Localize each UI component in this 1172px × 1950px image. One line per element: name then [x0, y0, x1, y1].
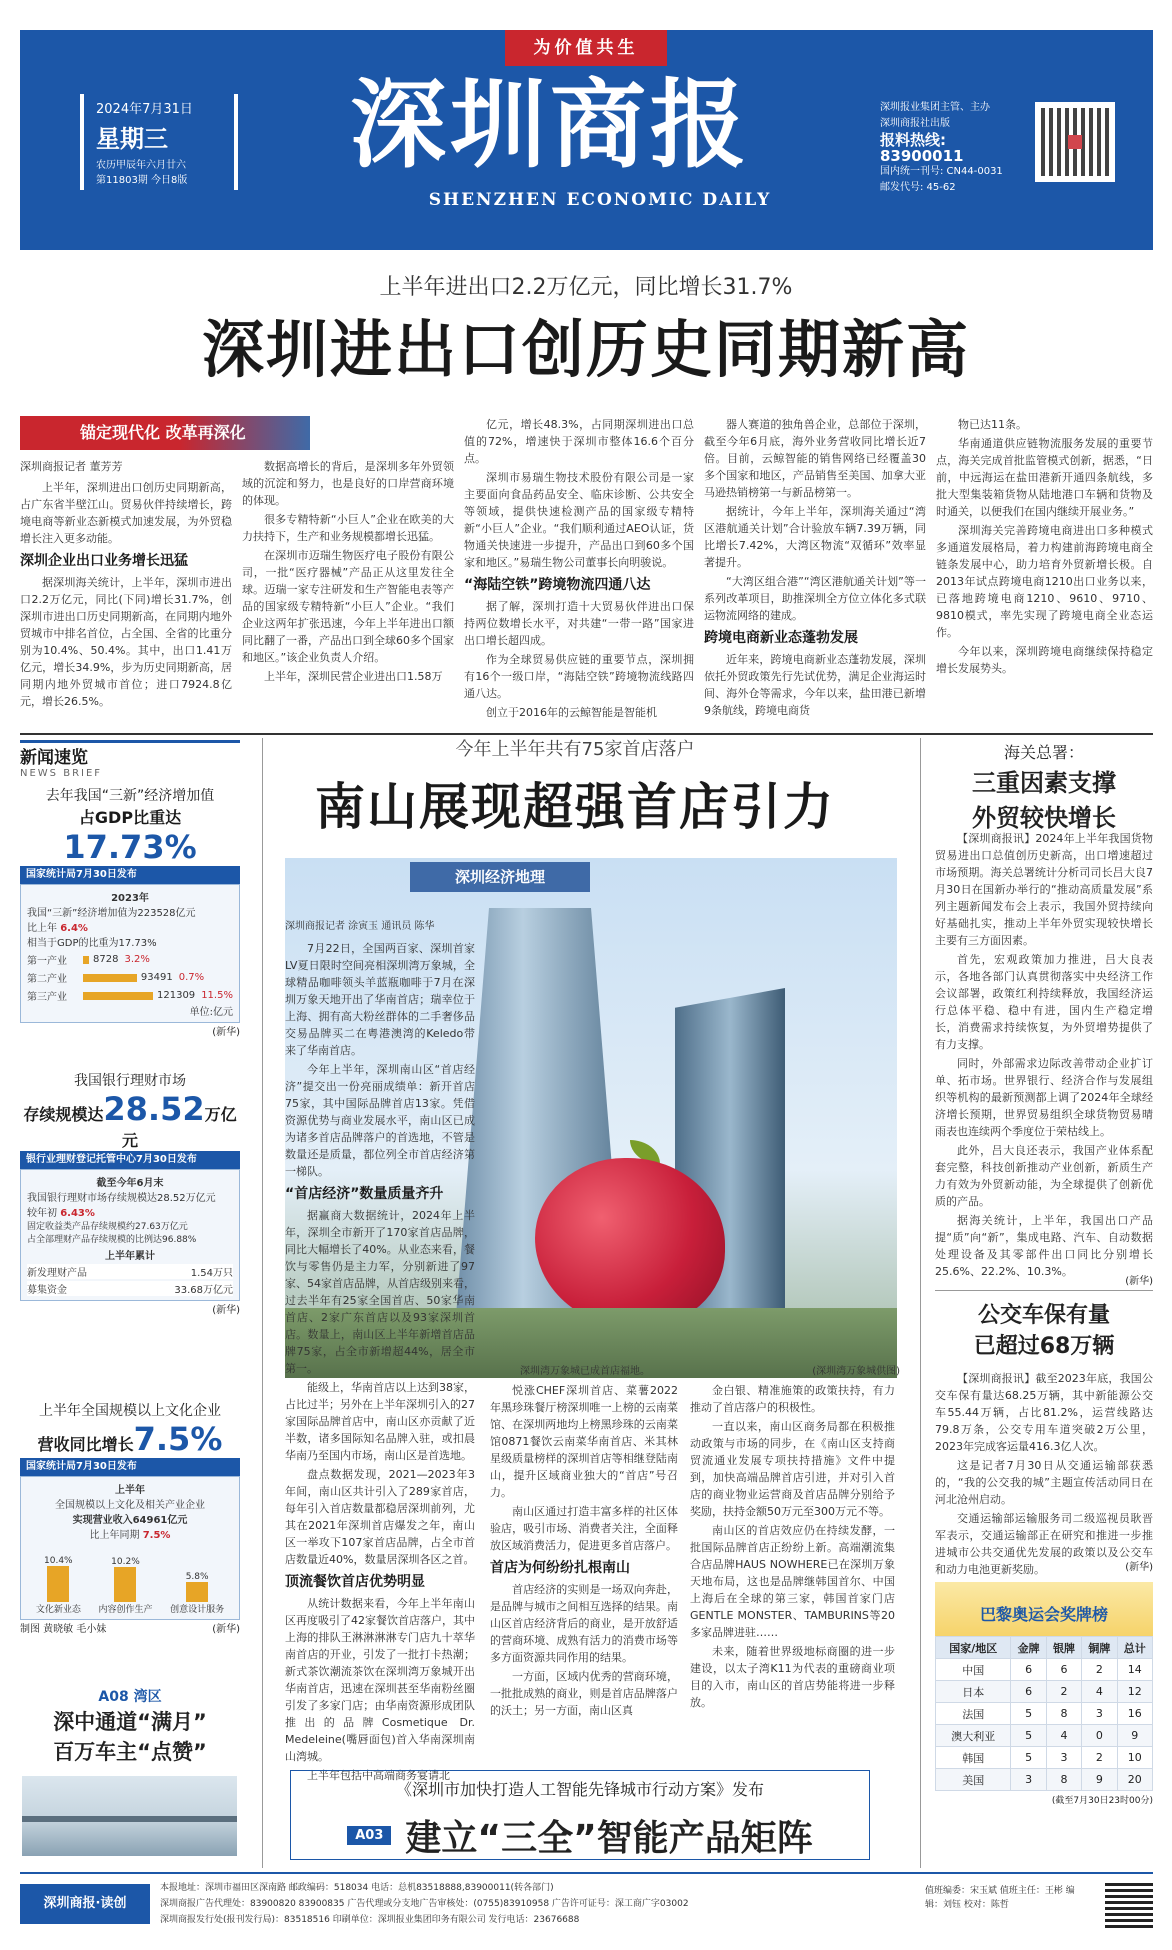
- footer-qr-code-icon[interactable]: [1105, 1880, 1153, 1928]
- lead-paragraph: 据深圳海关统计，上半年，深圳市进出口2.2万亿元，同比(下同)增长31.7%，创深圳市进出口历史同期新高，在同期内地外贸城市中排名首位，占全国、全省的比重分别为10.4%、50.4%。其中，出口1.41万亿元，增长34.9%，步为历史同期新高，居同期内地外贸城市首位；进口7924.8亿元，增长26.5%。: [20, 576, 232, 708]
- lead-column-3: [464, 416, 694, 733]
- medal-cell: 9: [1082, 1769, 1117, 1791]
- medal-cell: 10: [1117, 1747, 1152, 1769]
- medal-cell: 4: [1046, 1725, 1081, 1747]
- customs-source: (新华): [1125, 1276, 1153, 1287]
- medal-cell: 6: [1046, 1659, 1081, 1681]
- a03-headline: 建立“三全”智能产品矩阵: [405, 1818, 813, 1859]
- medal-row: [936, 1681, 1153, 1703]
- medal-header-cell: 国家/地区: [936, 1637, 1011, 1659]
- medal-cell: 9: [1117, 1725, 1152, 1747]
- lead-paragraph: 物已达11条。: [958, 418, 1027, 431]
- brief-source-bar: 国家统计局7月30日发布: [20, 1458, 240, 1476]
- a03-page-tag: A03: [347, 1826, 391, 1845]
- brief-stat: 存续规模达28.52万亿元: [23, 1090, 237, 1150]
- publisher-line2: 深圳商报社出版: [880, 118, 950, 129]
- medal-cell: 6: [1011, 1681, 1046, 1703]
- newspaper-logo: 深圳商报: [350, 68, 750, 181]
- medal-table-title: 巴黎奥运会奖牌榜: [935, 1582, 1153, 1636]
- brief-stat: 营收同比增长7.5%: [37, 1420, 223, 1458]
- a08-headline-2: 百万车主“点赞”: [53, 1740, 207, 1764]
- lead-paragraph: 数据高增长的背后，是深圳多年外贸领域的沉淀和努力，也是良好的口岸营商环境的体现。: [242, 460, 454, 507]
- divider: [935, 1290, 1153, 1291]
- newspaper-logo-en: SHENZHEN ECONOMIC DAILY: [428, 190, 772, 210]
- lead-section-heading: “海陆空铁”跨境物流四通八达: [464, 577, 651, 593]
- medal-cell: 3: [1046, 1747, 1081, 1769]
- brief-column: 10.2% 内容创作生产: [98, 1556, 153, 1615]
- medal-header-cell: 铜牌: [1082, 1637, 1117, 1659]
- brief-bar-row: 第三产业 121309 11.5%: [27, 990, 233, 1003]
- footer-line: 深圳商报发行处(报刊发行局)：83518516 印刷单位：深圳报业集团印务有限公司 发行电话：23676688: [160, 1915, 580, 1925]
- brief-year: 2023年: [111, 893, 149, 904]
- bus-headline-2: 已超过68万辆: [973, 1334, 1115, 1359]
- cn-number: 国内统一刊号: CN44-0031: [880, 166, 1003, 177]
- medal-cell: 14: [1117, 1659, 1152, 1681]
- weekday: 星期三: [96, 125, 168, 153]
- brief-infographic: 截至今年6月末 我国银行理财市场存续规模达28.52万亿元 较年初 6.43% 固定收益类产品存续规模约27.63万亿元 占全部理财产品存续规模的比例达96.88% 上半年累计 新发理财产品 1.54万只 募集资金 33.68万亿元: [20, 1169, 240, 1301]
- lead-subhead: 上半年进出口2.2万亿元，同比增长31.7%: [379, 275, 793, 300]
- medal-cell: 中国: [936, 1659, 1011, 1681]
- brief-bar-rows: [27, 952, 233, 1003]
- lead-column-2: [242, 458, 454, 733]
- medal-cell: 12: [1117, 1681, 1152, 1703]
- a03-kicker: 《深圳市加快打造人工智能先锋城市行动方案》发布: [395, 1780, 764, 1799]
- lead-paragraph: “大湾区组合港”“湾区港航通关计划”等一系列改革项目，助推深圳全方位立体化多式联运物流网络的建成。: [704, 575, 926, 622]
- postcode: 邮发代号: 45-62: [880, 182, 956, 193]
- brief-title: 上半年全国规模以上文化企业: [39, 1403, 221, 1419]
- lead-paragraph: 上半年，深圳进出口创历史同期新高，占广东省半壁江山。贸易伙伴持续增长，跨境电商等新业态新模式加速发展，为外贸稳增长注入更多动能。: [20, 481, 232, 545]
- medal-table-box: [935, 1582, 1153, 1806]
- medal-row: [936, 1659, 1153, 1681]
- lead-paragraph: 在深圳市迈瑞生物医疗电子股份有限公司，一批“医疗器械”产品正从这里发往全球。迈瑞一家专注研发和生产智能电表等产品的国家级专精特新“小巨人”企业。“我们企业这两年扩张迅速，今年上半年进出口额同比翻了一番，产品出口到全球60多个国家和地区。”该企业负责人介绍。: [242, 549, 454, 664]
- customs-story-head: [935, 740, 1153, 833]
- lead-paragraph: 器人赛道的独角兽企业，总部位于深圳，截至今年6月底，海外业务营收同比增长近7倍。目前，云鲸智能的销售网络已经覆盖30多个国家和地区，产品销售至美国、加拿大亚马逊热销榜第一与新品榜第一。: [704, 418, 926, 499]
- medal-cell: 韩国: [936, 1747, 1011, 1769]
- medal-header-cell: 银牌: [1046, 1637, 1081, 1659]
- medal-cell: 0: [1082, 1725, 1117, 1747]
- medal-cell: 2: [1082, 1747, 1117, 1769]
- lunar-date: 农历甲辰年六月廿六: [96, 160, 186, 171]
- brief-credit: 制图 黄晓敏 毛小妹: [20, 1624, 107, 1635]
- qr-code-icon[interactable]: [1035, 102, 1115, 182]
- brief-item-culture: 上半年全国规模以上文化企业 营收同比增长7.5% 国家统计局7月30日发布 上半年 全国规模以上文化及相关产业企业 实现营业收入64961亿元 比上年同期 7.5% 10.4% 文化新业态 10.2% 内容创作生产 5.8% 创意设计服务 制图 黄晓敏 毛小妹 (新华): [20, 1400, 240, 1635]
- lead-column-4: [704, 416, 926, 733]
- medal-header-cell: 金牌: [1011, 1637, 1046, 1659]
- brief-line: 相当于GDP的比重为17.73%: [27, 938, 157, 949]
- medal-cell: 3: [1082, 1703, 1117, 1725]
- medal-row: [936, 1703, 1153, 1725]
- brief-item-sanxin: [20, 785, 240, 1038]
- brief-column-bar: [47, 1566, 69, 1602]
- medal-cell: 2: [1046, 1681, 1081, 1703]
- news-brief-title-en: NEWS BRIEF: [20, 768, 103, 779]
- hotline: 报料热线: 83900011: [880, 131, 964, 165]
- lead-paragraph: 很多专精特新“小巨人”企业在欧美的大力扶持下，生产和业务规模都增长迅猛。: [242, 513, 454, 543]
- lead-section-heading: 跨境电商新业态蓬勃发展: [704, 630, 858, 646]
- feature-section-heading: 顶流餐饮首店优势明显: [285, 1574, 425, 1590]
- brief-unit: 单位:亿元: [189, 1007, 233, 1018]
- brief-column-bar: [114, 1567, 136, 1602]
- a08-headline-1: 深中通道“满月”: [53, 1710, 207, 1734]
- brief-line: 我国“三新”经济增加值为223528亿元: [27, 908, 196, 919]
- brief-bar: [83, 992, 153, 1000]
- lead-paragraph: 上半年，深圳民营企业进出口1.58万: [264, 670, 443, 683]
- brief-column: 10.4% 文化新业态: [35, 1556, 81, 1615]
- feature-column-2: 悦涨CHEF深圳首店、菜薯2022年黑珍珠餐厅榜深圳唯一上榜的云南菜馆、在深圳两地均上榜黑珍珠的云南菜馆0871餐饮云南菜华南首店、米其林星级质量榜样的深圳首店等相继登陆南山，提升区域商业独大的“首店”号召力。 南山区通过打造丰富多样的社区体验店，吸引市场、消费者关注，全面释放区域消费活力，促进更多首店落户。 首店为何纷纷扎根南山 首店经济的实则是一场双向奔赴，是品牌与城市之间相互选择的结果。南山区首店经济背后的商业，是开放舒适的营商环境、成熟有活力的消费市场等多方面资源共同作用的结果。 一方面，区域内优秀的营商环境，一批批成熟的商业，则是首店品牌落户的沃土；另一方面，南山区真: [490, 1384, 678, 1717]
- medal-cell: 16: [1117, 1703, 1152, 1725]
- customs-headline-1: 三重因素支撑: [972, 769, 1116, 797]
- feature-subhead: 今年上半年共有75家首店落户: [455, 739, 695, 760]
- lead-banner: 锚定现代化 改革再深化: [20, 416, 310, 450]
- feature-headline: 南山展现超强首店引力: [315, 778, 835, 836]
- brief-bar: [83, 956, 89, 964]
- feature-section-heading: “首店经济”数量质量齐升: [285, 1186, 444, 1202]
- bus-source: (新华): [1125, 1562, 1153, 1573]
- date-box: [80, 94, 238, 190]
- lead-paragraph: 华南通道供应链物流服务发展的重要节点，海关完成首批监管模式创新，据悉，“日前，中远海运在盐田港新开通四条航线，多批大型集装箱货物从陆地港口车辆和货物及时通关，以便我们在国内继续开展业务。”: [936, 437, 1153, 518]
- customs-headline-2: 外贸较快增长: [972, 804, 1116, 832]
- bus-headline-1: 公交车保有量: [977, 1303, 1110, 1328]
- medal-cell: 4: [1082, 1681, 1117, 1703]
- column-rule: [262, 738, 263, 1868]
- lead-paragraph: 今年以来，深圳跨境电商继续保持稳定增长发展势头。: [936, 645, 1153, 675]
- news-brief-header: [20, 740, 240, 779]
- bus-body: 【深圳商报讯】截至2023年底，我国公交车保有量达68.25万辆，其中新能源公交车55.44万辆，占比81.2%，运营线路达79.8万条，公交专用车道突破2万公里，2023年完成客运量416.3亿人次。 这是记者7月30日从交通运输部获悉的，“我的公交我的城”主题宣传活动同日在河北沧州启动。 交通运输部运输服务司二级巡视员耿晋军表示，交通运输部正在研究和推进一步推进城市公共交通优先发展的政策以及公交车和动力电池更新奖励。: [935, 1372, 1153, 1576]
- feature-section-heading: 首店为何纷纷扎根南山: [490, 1560, 630, 1576]
- publisher-line1: 深圳报业集团主管、主办: [880, 102, 990, 113]
- brief-column: 5.8% 创意设计服务: [170, 1571, 225, 1615]
- photo-credit: (深圳湾万象城供图): [812, 1366, 900, 1377]
- masthead-slogan: 为价值共生: [505, 30, 667, 66]
- brief-column-bar: [186, 1582, 208, 1602]
- feature-title: [235, 735, 915, 839]
- brief-infographic: 上半年 全国规模以上文化及相关产业企业 实现营业收入64961亿元 比上年同期 7.5% 10.4% 文化新业态 10.2% 内容创作生产 5.8% 创意设计服务: [20, 1476, 240, 1620]
- a08-teaser[interactable]: [20, 1686, 240, 1766]
- medal-cell: 2: [1082, 1659, 1117, 1681]
- feature-column-1: 7月22日，全国两百家、深圳首家LV夏日限时空间亮相深圳湾万象城，全球精品咖啡领头羊蓝瓶咖啡于7月在深圳万象天地开出了华南首店；瑞幸位于上海、拥有高大粉丝群体的二手奢侈品交易品牌买二在粤港澳湾的Keledo带来了华南首店。 今年上半年，深圳南山区“首店经济”提交出一份亮丽成绩单：新开首店75家，其中国际品牌首店13家。凭借资源优势与商业发展水平，南山区已成为诸多首店品牌落户的首选地，不管是数量还是质量，都位列全市首店经济第一梯队。 “首店经济”数量质量齐升 据赢商大数据统计，2024年上半年，深圳全市新开了170家首店品牌，同比大幅增长了40%。从业态来看，餐饮与零售仍是主力军，分别新进了97家、54家首店品牌，从首店级别来看，过去半年有25家全国首店、50家华南首店、2家广东首店以及93家深圳首店。数量上，南山区上半年新增首店品牌75家，占全市新增超44%，居全市第一。 能级上，华南首店以上达到38家，占比过半；另外在上半年深圳引入的27家国际品牌首店中，南山区亦贡献了近半数，诸多国际知名品牌入驻，或扣晨华南乃至国内市场，南山区是首选地。 盘点数据发现，2021—2023年3年间，南山区共计引入了289家首店，每年引入首店数量都稳居深圳前列，尤其在2021年深圳首店爆发之年，南山区一举攻下107家首店品牌，占全市首店数量近40%，数量居深圳各区之首。 顶流餐饮首店优势明显 从统计数据来看，今年上半年南山区再度吸引了42家餐饮首店落户，其中上海的排队王淋淋淋淋专门店九十萃华南首店的开业，引发了一批打卡热潮；新式茶饮潮流茶饮在深圳湾万象城开出华南首店，迅速在深圳甚至华南粉丝圈引发了多家门店；由华南资源形成团队推出的品牌Cosmetique Dr. Medeleine(嘴唇面包)首入华南深圳南山湾城。 上半年包括中高端商务宴请北: [285, 942, 475, 1782]
- lead-paragraph: 亿元，增长48.3%，占同期深圳进出口总值的72%，增速快于深圳市整体16.6个百分点。: [464, 418, 694, 465]
- footer-line: 深圳商报广告代理处：83900820 83900835 广告代理或分支地广告审核处：(0755)83910958 广告许可证号：深工商广字03002: [160, 1899, 689, 1909]
- lead-paragraph: 创立于2016年的云鲸智能是智能机: [486, 706, 657, 719]
- medal-cell: 5: [1011, 1703, 1046, 1725]
- brief-column-chart: [27, 1545, 233, 1615]
- medal-header-cell: 总计: [1117, 1637, 1152, 1659]
- lead-paragraph: 深圳海关完善跨境电商进出口多种模式多通道发展格局，着力构建前海跨境电商全链条发展中心，助力培育外贸新增长极。自2013年试点跨境电商1210出口业务以来，已落地跨境电商1210、9610、9710、9810模式，率先实现了跨境电商全业态运作。: [936, 524, 1153, 639]
- brief-infographic: [20, 884, 240, 1023]
- lead-paragraph: 据统计，今年上半年，深圳海关通过“湾区港航通关计划”合计验放车辆7.39万辆，同比增长7.42%，大湾区物流“双循环”效率显著提升。: [704, 505, 926, 569]
- bus-story-head: [935, 1298, 1153, 1360]
- medal-row: [936, 1769, 1153, 1791]
- medal-cell: 5: [1011, 1747, 1046, 1769]
- medal-cell: 8: [1046, 1769, 1081, 1791]
- date: 2024年7月31日: [96, 102, 193, 117]
- footer-logo: 深圳商报·读创: [20, 1884, 150, 1924]
- brief-stat-prefix: 占GDP比重达: [78, 808, 182, 827]
- lead-column-1: [20, 458, 232, 733]
- medal-row: [936, 1747, 1153, 1769]
- footer-editors: 值班编委：宋玉斌 值班主任：王彬 编辑：刘钰 校对：陈哲: [925, 1886, 1075, 1910]
- brief-title: 去年我国“三新”经济增加值: [45, 788, 215, 804]
- lead-byline: 深圳商报记者 董芳芳: [20, 460, 123, 473]
- a03-teaser[interactable]: [290, 1770, 870, 1860]
- medal-note: (截至7月30日23时00分): [1051, 1796, 1153, 1806]
- brief-source-bar: 国家统计局7月30日发布: [20, 866, 240, 884]
- medal-cell: 8: [1046, 1703, 1081, 1725]
- brief-bar-row: 第二产业 93491 0.7%: [27, 972, 205, 985]
- brief-line: 比上年 6.4%: [27, 923, 88, 934]
- lead-paragraph: 深圳市易瑞生物技术股份有限公司是一家主要面向食品药品安全、临床诊断、公共安全等领域，提供快速检测产品的国家级专精特新“小巨人”企业。“我们顺利通过AEO认证，货物通关快速进一步提升，产品出口到60多个国家和地区。”易瑞生物公司董事长向明骏说。: [464, 471, 694, 569]
- issue-number: 第11803期 今日8版: [96, 175, 188, 186]
- a08-tag: A08 湾区: [98, 1689, 162, 1705]
- feature-byline: 深圳商报记者 涂寅玉 通讯员 陈华: [285, 921, 435, 932]
- medal-table: [935, 1636, 1153, 1791]
- brief-stat-value: 17.73%: [63, 828, 197, 866]
- lead-headline: 深圳进出口创历史同期新高: [201, 313, 970, 386]
- brief-source: (新华): [212, 1027, 240, 1038]
- publisher-info: [880, 100, 1030, 196]
- lead-column-5: [936, 416, 1153, 733]
- medal-row: [936, 1725, 1153, 1747]
- medal-cell: 20: [1117, 1769, 1152, 1791]
- bridge-photo: [22, 1776, 237, 1856]
- medal-cell: 澳大利亚: [936, 1725, 1011, 1747]
- news-brief-title: 新闻速览: [20, 748, 88, 768]
- brief-source-bar: 银行业理财登记托管中心7月30日发布: [20, 1151, 240, 1169]
- brief-bar-row: 第一产业 8728 3.2%: [27, 954, 150, 967]
- medal-cell: 日本: [936, 1681, 1011, 1703]
- lead-paragraph: 近年来，跨境电商新业态蓬勃发展，深圳依托外贸政策先行先试优势，满足企业海运时间、海外仓等需求，今年以来，盐田港已新增9条航线，跨境电商货: [704, 653, 926, 717]
- brief-bar: [83, 974, 137, 982]
- brief-stat: [20, 805, 240, 866]
- footer: [20, 1872, 1153, 1934]
- customs-body: 【深圳商报讯】2024年上半年我国货物贸易进出口总值创历史新高，出口增速超过市场预期。海关总署统计分析司司长吕大良7月30日在国新办举行的“推动高质量发展”系列主题新闻发布会上表示，我国外贸持续向好基础扎实，推动上半年外贸实现较快增长主要有三方面因素。 首先，宏观政策加力推进，吕大良表示，各地各部门认真贯彻落实中央经济工作会议部署，政策红利持续释放，我国经济运行总体平稳、稳中有进，国内生产稳定增长，消费需求持续恢复，为外贸增势提供了有力支撑。 同时，外部需求边际改善带动企业扩订单、拓市场。世界银行、经济合作与发展组织等机构的最新预测都上调了2024年全球经济增长预期，世界贸易组织全球货物贸易晴雨表也连续两个季度位于荣枯线上。 此外，吕大良还表示，我国产业体系配套完整，科技创新推动产业创新，新质生产力有效为外贸新动能，为全球提供了创新优质的产品。 据海关统计，上半年，我国出口产品提“质”向“新”，集成电路、汽车、自动数据处理设备及其零部件出口同比分别增长25.6%、22.2%、10.3%。: [935, 832, 1153, 1278]
- medal-cell: 5: [1011, 1725, 1046, 1747]
- lead-section-heading: 深圳企业出口业务增长迅猛: [20, 553, 188, 569]
- lead-paragraph: 作为全球贸易供应链的重要节点，深圳拥有16个一级口岸，“海陆空铁”跨境物流线路四通八达。: [464, 653, 694, 700]
- medal-cell: 6: [1011, 1659, 1046, 1681]
- medal-cell: 3: [1011, 1769, 1046, 1791]
- brief-source: (新华): [212, 1305, 240, 1316]
- customs-kicker: 海关总署：: [1003, 743, 1084, 762]
- medal-cell: 法国: [936, 1703, 1011, 1725]
- lead-paragraph: 据了解，深圳打造十大贸易伙伴进出口保持两位数增长水平，对共建“一带一路”国家进出口增长超四成。: [464, 600, 694, 647]
- footer-line: 本报地址：深圳市福田区深南路 邮政编码：518034 电话：总机83518888,83900011(转各部门): [160, 1883, 554, 1893]
- brief-item-wealth: [20, 1070, 240, 1316]
- feature-section-tag: 深圳经济地理: [410, 862, 590, 892]
- column-rule: [920, 738, 921, 1868]
- brief-title: 我国银行理财市场: [74, 1073, 186, 1089]
- medal-cell: 美国: [936, 1769, 1011, 1791]
- feature-column-3: 金白银、精准施策的政策扶持，有力推动了首店落户的积极性。 一直以来，南山区商务局都在积极推动政策与市场的同步，在《南山区支持商贸流通业发展专项扶持措施》文件中提到，加快高端品牌首店引进，并对引入首店的商业物业运营商及首店品牌分别给予奖励，扶持金额50万元至300万元不等。 南山区的首店效应仍在持续发酵，一批国际品牌首店正纷纷上新。高端潮流集合店品牌HAUS NOWHERE已在深圳万象天地布局，这也是品牌继韩国首尔、中国上海后在全球的第三家，韩国首家门店GENTLE MONSTER、TAMBURINS等20多家品牌进驻…… 未来，随着世界级地标商圈的进一步建设，以太子湾K11为代表的重磅商业项目的入市，南山区的首店势能将进一步释放。: [690, 1384, 895, 1709]
- photo-caption: 深圳湾万象城已成首店福地。: [520, 1366, 650, 1377]
